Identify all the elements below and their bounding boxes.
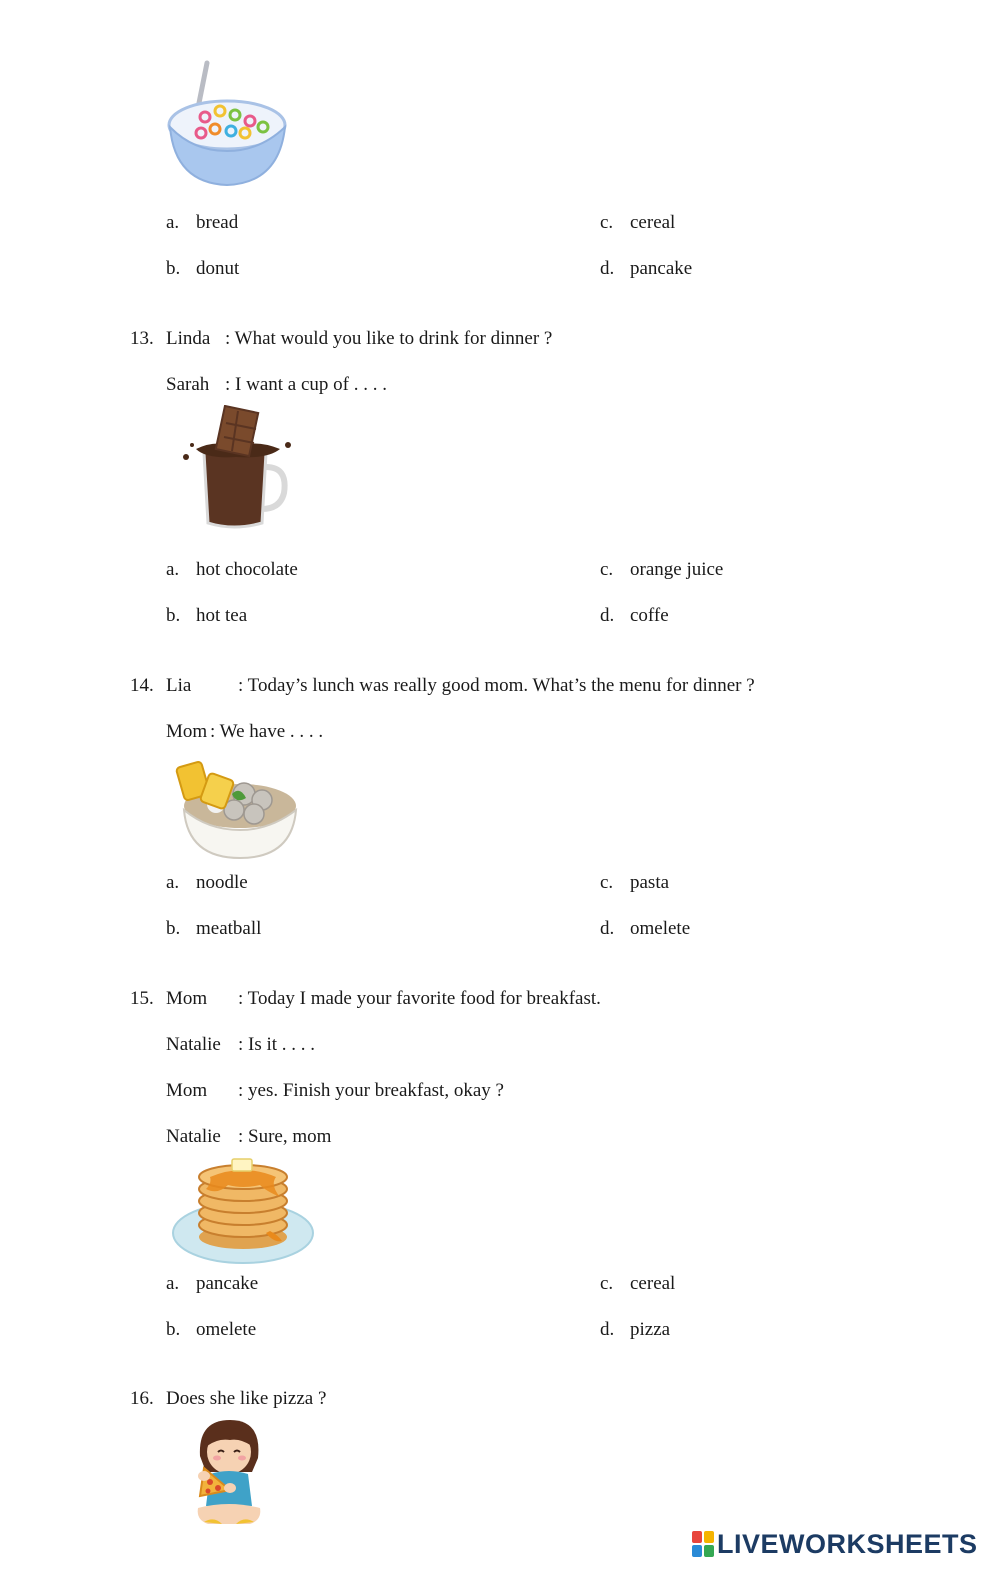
option-letter: b. <box>166 605 181 626</box>
q12-option-b[interactable] <box>166 258 239 280</box>
option-letter: a. <box>166 872 180 893</box>
option-letter: d. <box>600 258 615 279</box>
option-letter: c. <box>600 1273 614 1294</box>
hot-chocolate-icon <box>176 405 298 533</box>
q15-line-2: : Is it . . . . <box>238 1034 316 1055</box>
option-letter: a. <box>166 559 180 580</box>
q13-speaker-1: Linda <box>166 328 211 349</box>
q13-option-c[interactable] <box>600 559 723 581</box>
q12-option-a[interactable] <box>166 212 238 234</box>
option-letter: c. <box>600 872 614 893</box>
q14-option-a[interactable] <box>166 872 248 894</box>
question-13-number: 13. <box>130 328 154 349</box>
question-14-number: 14. <box>130 675 154 696</box>
q14-option-c[interactable] <box>600 872 669 894</box>
option-letter: b. <box>166 258 181 279</box>
liveworksheets-logo <box>692 1528 978 1560</box>
option-letter: c. <box>600 559 614 580</box>
q13-speaker-2: Sarah <box>166 374 210 395</box>
q14-option-b[interactable] <box>166 918 261 940</box>
q15-line-4: : Sure, mom <box>238 1126 332 1147</box>
option-text: hot chocolate <box>196 559 298 580</box>
option-text: bread <box>196 212 239 233</box>
q15-line-1: : Today I made your favorite food for breakfast. <box>238 988 601 1009</box>
option-letter: b. <box>166 1319 181 1340</box>
option-text: hot tea <box>196 605 248 626</box>
option-letter: d. <box>600 918 615 939</box>
q14-line-2: : We have . . . . <box>210 721 324 742</box>
question-16-number: 16. <box>130 1388 154 1409</box>
option-letter: d. <box>600 1319 615 1340</box>
q15-speaker-3: Mom <box>166 1080 208 1101</box>
q12-option-d[interactable] <box>600 258 692 280</box>
pancake-stack-icon <box>170 1155 316 1267</box>
logo-text: LIVEWORKSHEETS <box>717 1528 978 1559</box>
q13-option-a[interactable] <box>166 559 298 581</box>
option-text: pizza <box>630 1319 671 1340</box>
option-text: cereal <box>630 212 676 233</box>
option-text: noodle <box>196 872 248 893</box>
cereal-bowl-icon <box>165 55 290 190</box>
logo-square-4 <box>704 1545 714 1557</box>
q15-speaker-1: Mom <box>166 988 208 1009</box>
q15-option-a[interactable] <box>166 1273 258 1295</box>
q13-option-b[interactable] <box>166 605 247 627</box>
option-text: omelete <box>630 918 691 939</box>
q15-option-d[interactable] <box>600 1319 670 1341</box>
option-letter: c. <box>600 212 614 233</box>
q13-line-1: : What would you like to drink for dinner ? <box>225 328 553 349</box>
q15-option-c[interactable] <box>600 1273 675 1295</box>
option-letter: a. <box>166 1273 180 1294</box>
q13-line-2: : I want a cup of . . . . <box>225 374 387 395</box>
option-text: pasta <box>630 872 670 893</box>
option-text: orange juice <box>630 559 724 580</box>
q14-line-1: : Today’s lunch was really good mom. What’s the menu for dinner ? <box>238 675 755 696</box>
option-text: meatball <box>196 918 262 939</box>
q13-option-d[interactable] <box>600 605 669 627</box>
q15-speaker-4: Natalie <box>166 1126 221 1147</box>
q15-line-3: : yes. Finish your breakfast, okay ? <box>238 1080 504 1101</box>
q14-speaker-1: Lia <box>166 675 192 696</box>
option-text: cereal <box>630 1273 676 1294</box>
option-text: coffe <box>630 605 669 626</box>
girl-eating-pizza-icon <box>190 1416 268 1532</box>
logo-square-1 <box>692 1531 702 1543</box>
option-letter: a. <box>166 212 180 233</box>
question-15-number: 15. <box>130 988 154 1009</box>
q15-option-b[interactable] <box>166 1319 256 1341</box>
q14-speaker-2: Mom <box>166 721 208 742</box>
logo-square-2 <box>704 1531 714 1543</box>
option-letter: b. <box>166 918 181 939</box>
logo-square-3 <box>692 1545 702 1557</box>
option-text: donut <box>196 258 240 279</box>
option-text: omelete <box>196 1319 257 1340</box>
logo-squares-icon <box>692 1531 714 1557</box>
q15-speaker-2: Natalie <box>166 1034 221 1055</box>
option-text: pancake <box>196 1273 259 1294</box>
q12-option-c[interactable] <box>600 212 675 234</box>
meatball-soup-icon <box>174 754 302 862</box>
q16-question: Does she like pizza ? <box>166 1388 327 1409</box>
option-letter: d. <box>600 605 615 626</box>
q14-option-d[interactable] <box>600 918 690 940</box>
option-text: pancake <box>630 258 693 279</box>
